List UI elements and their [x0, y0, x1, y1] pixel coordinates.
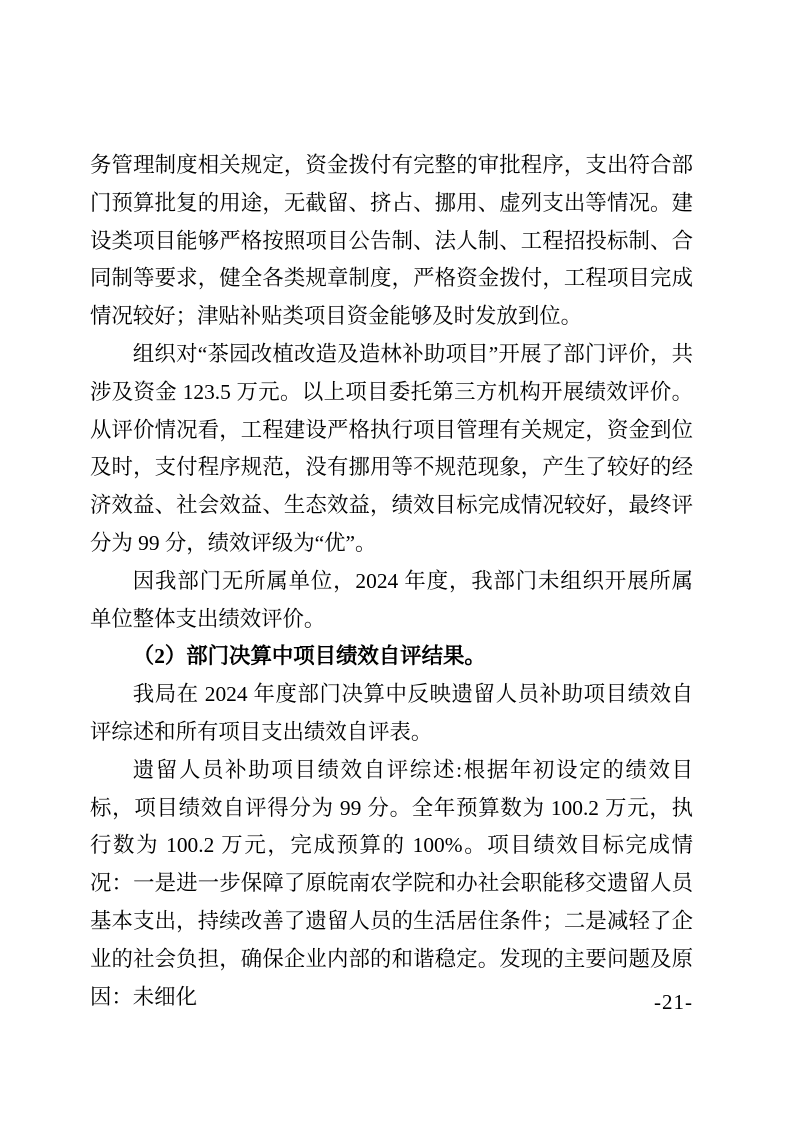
paragraph-no-subordinate-units: 因我部门无所属单位，2024 年度，我部门未组织开展所属单位整体支出绩效评价。 — [90, 568, 693, 631]
paragraph-legacy-personnel-subsidy-summary: 遗留人员补助项目绩效自评综述:根据年初设定的绩效目标，项目绩效自评得分为 99 分。全年预算数为 100.2 万元，执行数为 100.2 万元，完成预算的 100%。项目绩效目标完成情况：一是进一步保障了原皖南农学院和办社会职能移交遗留人员基本支出，持续改善了遗留人员的生活居住条件；二是减轻了企业的社会负担，确保企业内部的和谐稳定。发现的主要问题及原因：未细化 — [90, 757, 693, 1009]
section-heading-self-evaluation-results: （2）部门决算中项目绩效自评结果。 — [132, 644, 486, 669]
paragraph-fund-management: 务管理制度相关规定，资金拨付有完整的审批程序，支出符合部门预算批复的用途，无截留、挤占、挪用、虚列支出等情况。建设类项目能够严格按照项目公告制、法人制、工程招投标制、合同制等要求，健全各类规章制度，严格资金拨付，工程项目完成情况较好；津贴补贴类项目资金能够及时发放到位。 — [90, 153, 693, 329]
page-number: -21- — [654, 990, 693, 1014]
paragraph-final-accounts-reflection: 我局在 2024 年度部门决算中反映遗留人员补助项目绩效自评综述和所有项目支出绩效自评表。 — [90, 682, 693, 744]
document-body — [90, 147, 693, 1016]
paragraph-tea-garden-evaluation: 组织对“茶园改植改造及造林补助项目”开展了部门评价，共涉及资金 123.5 万元。以上项目委托第三方机构开展绩效评价。从评价情况看，工程建设严格执行项目管理有关规定，资金到位及时，支付程序规范，没有挪用等不规范现象，产生了较好的经济效益、社会效益、生态效益，绩效目标完成情况较好，最终评分为 99 分，绩效评级为“优”。 — [90, 341, 693, 555]
